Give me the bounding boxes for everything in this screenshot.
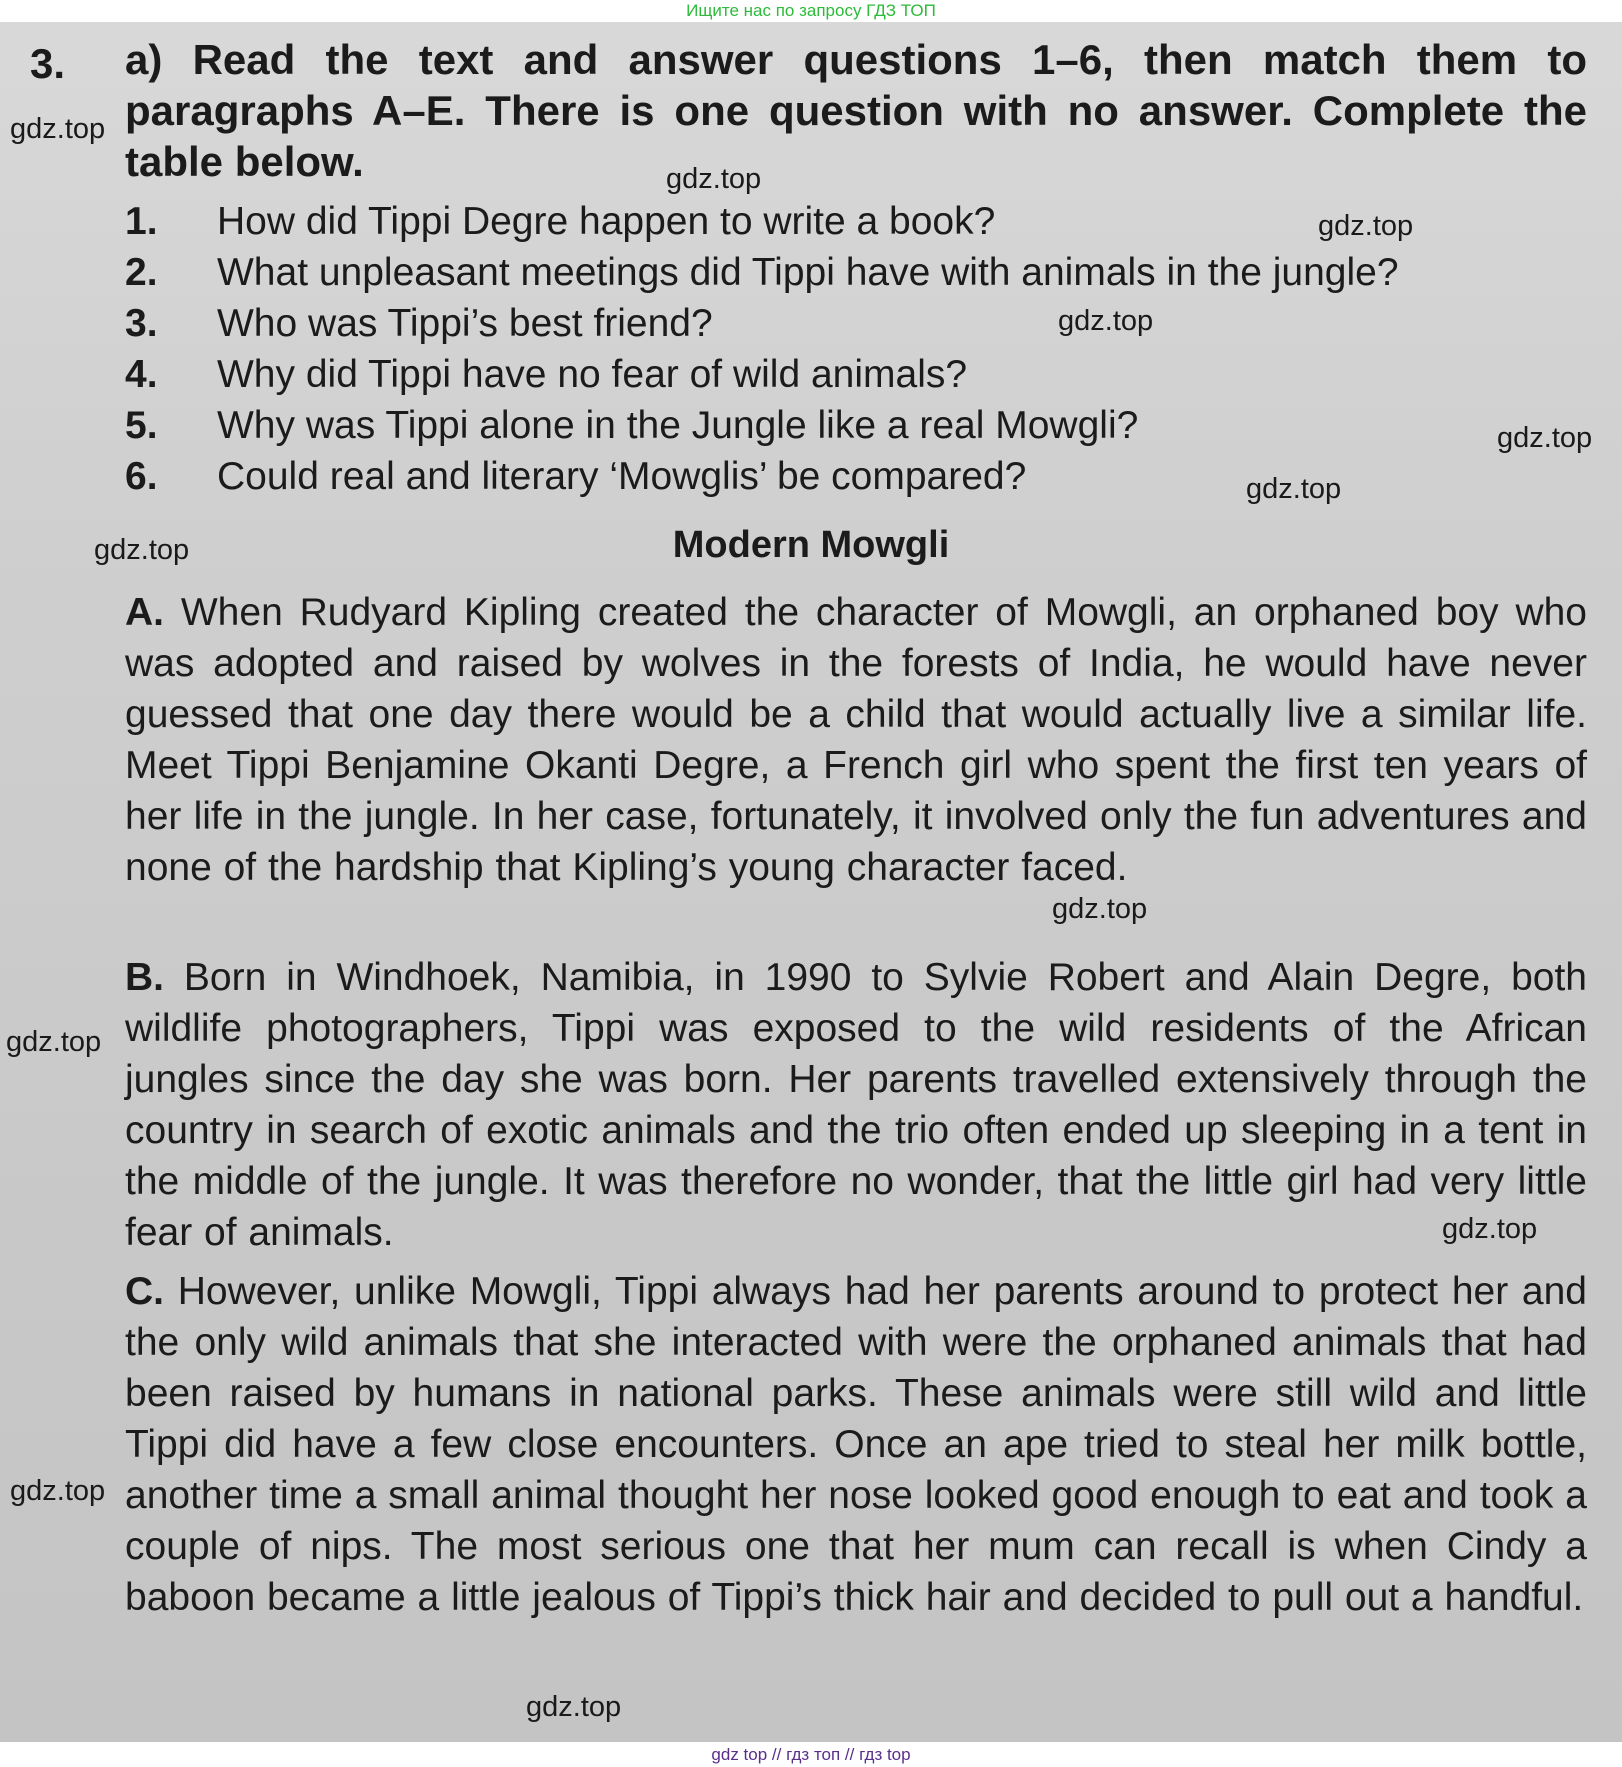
question-number: 6. <box>125 455 158 498</box>
question-number: 5. <box>125 404 158 447</box>
watermark: gdz.top <box>1058 305 1154 337</box>
top-banner[interactable]: Ищите нас по запросу ГДЗ ТОП <box>0 0 1622 22</box>
paragraph-letter: B. <box>125 956 164 999</box>
paragraph-text: Born in Windhoek, Namibia, in 1990 to Sylvie Robert and Alain Degre, both wildlife photographers, Tippi was exposed to the wild residents of the African jungles since the day she was born. Her parents travelled extensively through the country in search of exotic animals and the trio often ended up sleeping in a tent in the middle of the jungle. It was therefore no wonder, that the little girl had very little fear of animals. <box>125 956 1587 1254</box>
watermark: gdz.top <box>1052 893 1148 925</box>
paragraph-c <box>125 1266 1587 1623</box>
question-text: Who was Tippi’s best friend? <box>217 302 713 345</box>
question-text: What unpleasant meetings did Tippi have with animals in the jungle? <box>217 251 1399 294</box>
question-number: 1. <box>125 200 158 243</box>
paragraph-a <box>125 587 1587 893</box>
watermark: gdz.top <box>666 163 762 195</box>
watermark: gdz.top <box>1497 422 1593 454</box>
question-text: Why did Tippi have no fear of wild animals? <box>217 353 968 396</box>
question-text: How did Tippi Degre happen to write a book? <box>217 200 996 243</box>
question-text: Could real and literary ‘Mowglis’ be compared? <box>217 455 1027 498</box>
question-item <box>125 400 1595 451</box>
paragraph-letter: C. <box>125 1270 164 1313</box>
watermark: gdz.top <box>10 1475 106 1507</box>
watermark: gdz.top <box>10 113 106 145</box>
question-item <box>125 451 1595 502</box>
paragraph-letter: A. <box>125 591 164 634</box>
paragraph-text: When Rudyard Kipling created the character of Mowgli, an orphaned boy who was adopted and raised by wolves in the forests of India, he would have never guessed that one day there would be a child that would actually live a similar life. Meet Tippi Benjamine Okanti Degre, a French girl who spent the first ten years of her life in the jungle. In her case, fortunately, it involved only the fun adventures and none of the hardship that Kipling’s young character faced. <box>125 591 1587 889</box>
paragraph-b <box>125 952 1587 1258</box>
watermark: gdz.top <box>1442 1213 1538 1245</box>
question-item <box>125 298 1595 349</box>
question-number: 4. <box>125 353 158 396</box>
question-item <box>125 349 1595 400</box>
question-item <box>125 247 1595 298</box>
exercise-instruction: a) Read the text and answer questions 1–6, then match them to paragraphs A–E. There is one question with no answer. Complete the table below. <box>125 36 1587 185</box>
bottom-banner[interactable]: gdz top // гдз топ // гдз top <box>0 1742 1622 1767</box>
question-text: Why was Tippi alone in the Jungle like a real Mowgli? <box>217 404 1139 447</box>
exercise-number: 3. <box>30 40 66 87</box>
watermark: gdz.top <box>6 1026 102 1058</box>
question-number: 2. <box>125 251 158 294</box>
watermark: gdz.top <box>1246 473 1342 505</box>
watermark: gdz.top <box>94 534 190 566</box>
question-number: 3. <box>125 302 158 345</box>
paragraph-text: However, unlike Mowgli, Tippi always had her parents around to protect her and the only wild animals that she interacted with were the orphaned animals that had been raised by humans in national parks. These animals were still wild and little Tippi did have a few close encounters. Once an ape tried to steal her milk bottle, another time a small animal thought her nose looked good enough to eat and took a couple of nips. The most serious one that her mum can recall is when Cindy a baboon became a little jealous of Tippi’s thick hair and decided to pull out a handful. <box>125 1270 1587 1619</box>
article-title: Modern Mowgli <box>672 524 950 566</box>
watermark: gdz.top <box>526 1691 622 1723</box>
watermark: gdz.top <box>1318 210 1414 242</box>
